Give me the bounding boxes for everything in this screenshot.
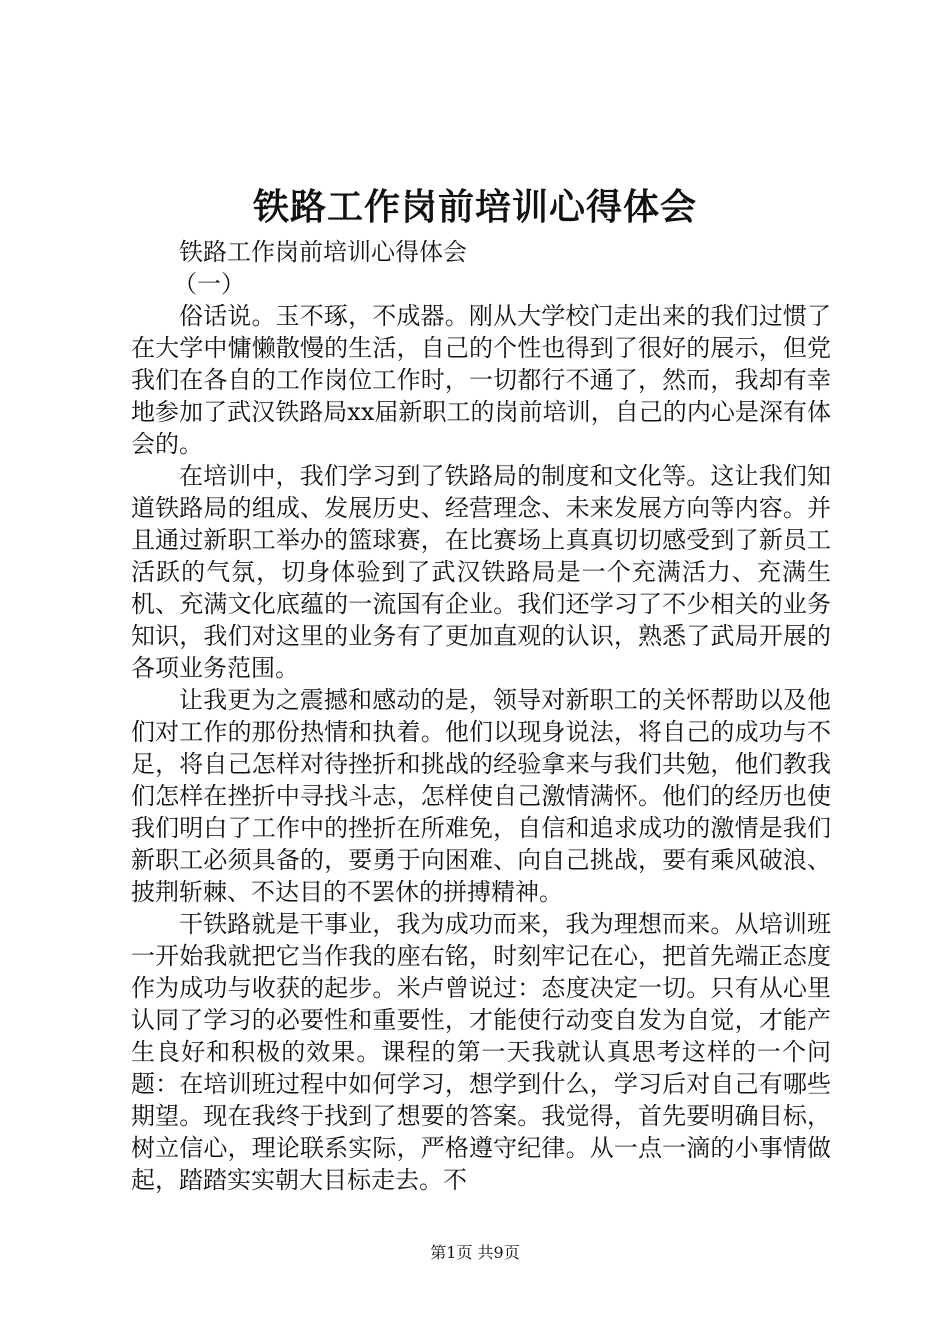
section-marker: （一）	[173, 270, 245, 298]
page-number-footer: 第1页 共9页	[430, 1243, 520, 1262]
body-paragraph: 让我更为之震撼和感动的是，领导对新职工的关怀帮助以及他们对工作的那份热情和执着。他们以现身说法，将自己的成功与不足，将自己怎样对待挫折和挑战的经验拿来与我们共勉，他们教我们怎样在挫折中寻找斗志，怎样使自己激情满怀。他们的经历也使我们明白了工作中的挫折在所难免，自信和追求成功的激情是我们新职工必须具备的，要勇于向困难、向自己挑战，要有乘风破浪、披荆斩棘、不达目的不罢休的拼搏精神。	[131, 686, 831, 906]
body-paragraph: 干铁路就是干事业，我为成功而来，我为理想而来。从培训班一开始我就把它当作我的座右铭，时刻牢记在心，把首先端正态度作为成功与收获的起步。米卢曾说过：态度决定一切。只有从心里认同了学习的必要性和重要性，才能使行动变自发为自觉，才能产生良好和积极的效果。课程的第一天我就认真思考这样的一个问题：在培训班过程中如何学习，想学到什么，学习后对自己有哪些期望。现在我终于找到了想要的答案。我觉得，首先要明确目标，树立信心，理论联系实际，严格遵守纪律。从一点一滴的小事情做起，踏踏实实朝大目标走去。不	[131, 910, 831, 1194]
body-paragraph: 在培训中，我们学习到了铁路局的制度和文化等。这让我们知道铁路局的组成、发展历史、经营理念、未来发展方向等内容。并且通过新职工举办的篮球赛，在比赛场上真真切切感受到了新员工活跃的气氛，切身体验到了武汉铁路局是一个充满活力、充满生机、充满文化底蕴的一流国有企业。我们还学习了不少相关的业务知识，我们对这里的业务有了更加直观的认识，熟悉了武局开展的各项业务范围。	[131, 462, 831, 682]
document-title: 铁路工作岗前培训心得体会	[252, 187, 697, 228]
body-paragraph: 俗话说。玉不琢，不成器。刚从大学校门走出来的我们过惯了在大学中慵懒散慢的生活，自己的个性也得到了很好的展示，但党我们在各自的工作岗位工作时，一切都行不通了，然而，我却有幸地参加了武汉铁路局xx届新职工的岗前培训，自己的内心是深有体会的。	[131, 302, 831, 458]
document-body	[131, 236, 831, 1196]
document-subtitle: 铁路工作岗前培训心得体会	[179, 238, 467, 266]
